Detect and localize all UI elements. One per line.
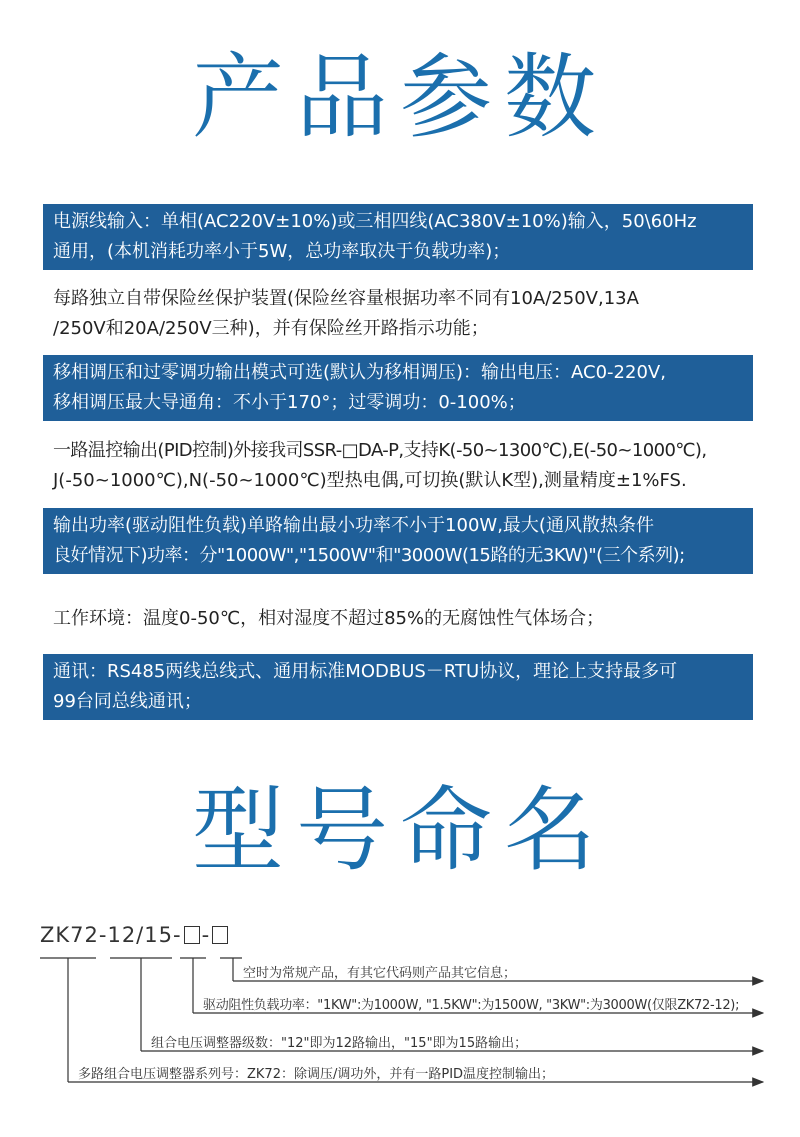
param-line: /250V和20A/250V三种)，并有保险丝开路指示功能； (53, 318, 489, 339)
page-title-product-params: 产品参数 (191, 44, 608, 151)
param-line: 通讯：RS485两线总线式、通用标准MODBUS－RTU协议，理论上支持最多可 (53, 661, 678, 682)
model-dash: - (201, 923, 211, 947)
bracket-lines (0, 915, 800, 1115)
param-block-output-mode (43, 355, 753, 421)
param-block-power-input (43, 204, 753, 270)
param-line: J(-50~1000℃),N(-50~1000℃)型热电偶,可切换(默认K型),测量精度±1%FS. (53, 470, 687, 491)
param-line: 通用，(本机消耗功率小于5W，总功率取决于负载功率)； (53, 241, 511, 262)
param-line: 移相调压和过零调功输出模式可选(默认为移相调压)：输出电压：AC0-220V, (53, 362, 666, 383)
param-line: 工作环境：温度0-50℃，相对湿度不超过85%的无腐蚀性气体场合； (53, 608, 605, 629)
param-block-environment (53, 604, 773, 634)
param-line: 每路独立自带保险丝保护装置(保险丝容量根据功率不同有10A/250V,13A (53, 288, 639, 309)
param-block-output-power (43, 508, 753, 574)
param-line: 电源线输入：单相(AC220V±10%)或三相四线(AC380V±10%)输入，50\60Hz (53, 211, 697, 232)
param-line: 99台同总线通讯； (53, 691, 202, 712)
naming-desc-series: 多路组合电压调整器系列号：ZK72：除调压/调功外，并有一路PID温度控制输出； (78, 1067, 555, 1082)
naming-desc-stage-count: 组合电压调整器级数："12"即为12路输出，"15"即为15路输出； (151, 1036, 528, 1051)
param-line: 良好情况下)功率：分"1000W","1500W"和"3000W(15路的无3KW)"(三个系列); (53, 545, 685, 566)
naming-desc-extra-info: 空时为常规产品，有其它代码则产品其它信息； (243, 966, 517, 981)
param-line: 一路温控输出(PID控制)外接我司SSR-□DA-P,支持K(-50~1300℃),E(-50~1000℃), (53, 440, 707, 461)
naming-desc-load-power: 驱动阻性负载功率："1KW":为1000W, "1.5KW":为1500W, "3KW":为3000W(仅限ZK72-12); (203, 998, 740, 1013)
param-block-fuse (53, 284, 773, 344)
param-line: 输出功率(驱动阻性负载)单路输出最小功率不小于100W,最大(通风散热条件 (53, 515, 654, 536)
param-line: 移相调压最大导通角：不小于170°；过零调功：0-100%； (53, 392, 526, 413)
param-block-temperature-control (53, 436, 773, 496)
model-naming-diagram (0, 915, 800, 1115)
param-block-communication (43, 654, 753, 720)
model-prefix: ZK72-12/15- (40, 923, 182, 947)
page-title-model-naming: 型号命名 (191, 777, 608, 884)
